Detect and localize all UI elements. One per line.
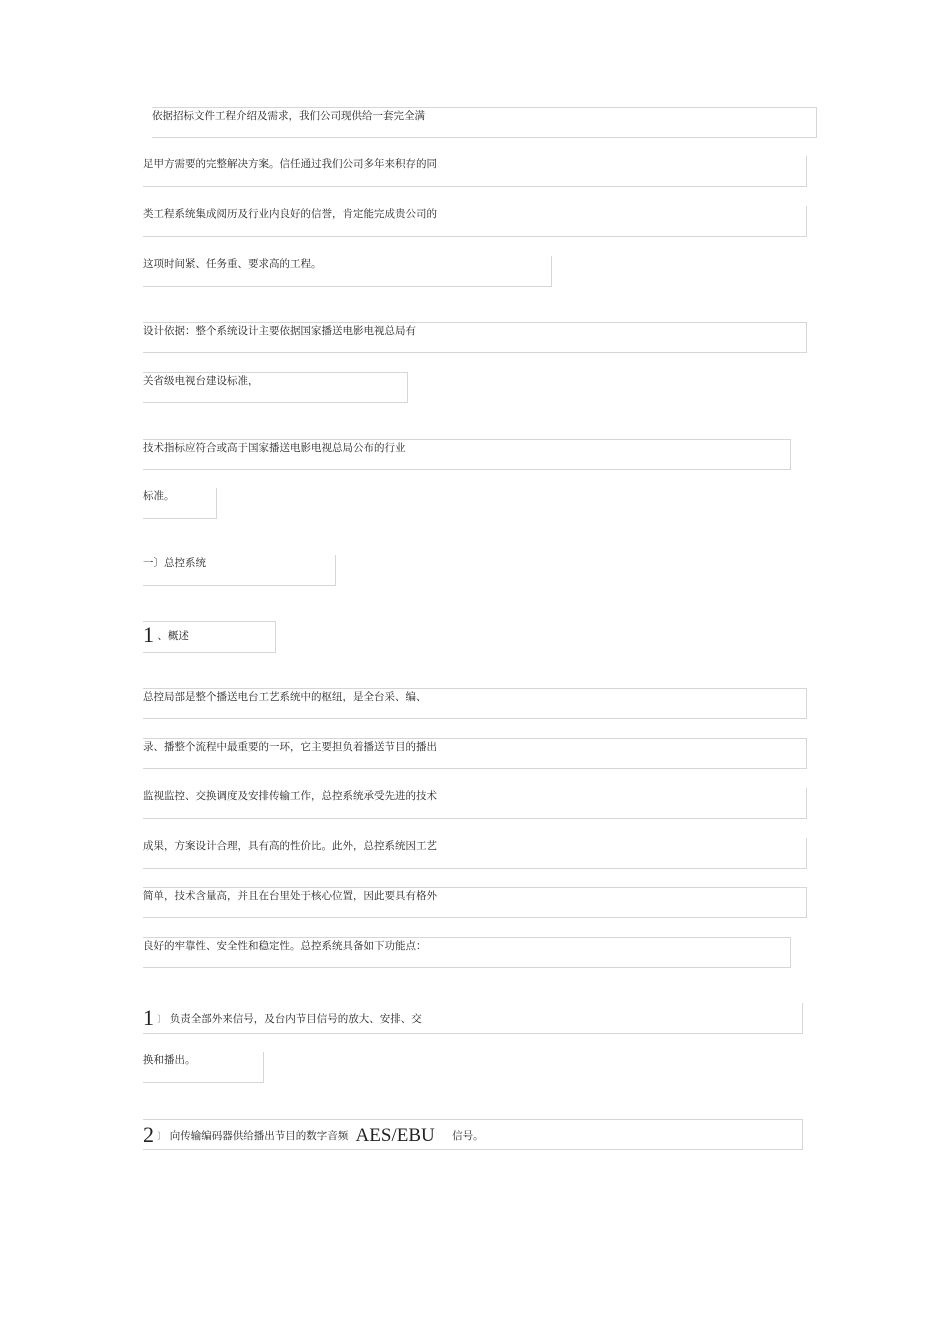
text-line-2	[143, 156, 807, 187]
paragraph-text: 这项时间紧、任务重、要求高的工程。	[143, 258, 322, 270]
text-line-5	[143, 322, 807, 353]
paragraph-text: 足甲方需要的完整解决方案。信任通过我们公司多年来积存的同	[143, 158, 437, 170]
text-line-11	[143, 788, 807, 819]
list-item-content: 负责全部外来信号，及台内节目信号的放大、安排、交	[169, 1013, 422, 1025]
text-line-7	[143, 439, 791, 470]
list-item-content: 向传输编码器供给播出节目的数字音频	[169, 1130, 349, 1142]
paragraph-text: 依据招标文件工程介绍及需求，我们公司现供给一套完全满	[152, 110, 425, 122]
paragraph-text: 总控局部是整个播送电台工艺系统中的枢纽，是全台采、编、	[143, 691, 427, 703]
list-item-text	[143, 1007, 422, 1029]
paragraph-text: 关省级电视台建设标准，	[143, 375, 259, 387]
text-line-1	[152, 107, 817, 138]
text-line-6	[143, 372, 408, 403]
text-line-14	[143, 937, 791, 968]
list-item-marker: 〕	[157, 1015, 167, 1025]
text-line-4	[143, 256, 552, 287]
text-line-3	[143, 206, 807, 237]
text-line-12	[143, 838, 807, 869]
paragraph-text: 技术指标应符合或高于国家播送电影电视总局公布的行业	[143, 442, 406, 454]
list-item-1-continued	[143, 1052, 264, 1083]
subsection-heading-text	[143, 624, 189, 646]
list-item-text	[143, 1124, 484, 1146]
signal-code: AES/EBU	[355, 1125, 435, 1146]
paragraph-text: 类工程系统集成阅历及行业内良好的信誉，肯定能完成贵公司的	[143, 208, 437, 220]
paragraph-text: 良好的牢靠性、安全性和稳定性。总控系统具备如下功能点：	[143, 940, 427, 952]
list-item-text: 换和播出。	[143, 1054, 196, 1066]
text-line-10	[143, 738, 807, 769]
paragraph-text: 标准。	[143, 490, 175, 502]
section-heading	[143, 555, 336, 586]
text-line-13	[143, 887, 807, 918]
list-item-number: 1	[143, 1005, 154, 1030]
list-item-marker: 〕	[157, 1132, 167, 1142]
paragraph-text: 设计依据：整个系统设计主要依据国家播送电影电视总局有	[143, 325, 416, 337]
paragraph-text: 监视监控、交换调度及安排传输工作，总控系统承受先进的技术	[143, 790, 437, 802]
paragraph-text: 简单，技术含量高，并且在台里处于核心位置，因此要具有格外	[143, 890, 437, 902]
paragraph-text: 成果，方案设计合理，具有高的性价比。此外，总控系统因工艺	[143, 840, 437, 852]
list-item-content-end: 信号。	[452, 1130, 484, 1142]
subsection-title: 、概述	[157, 630, 189, 642]
text-line-8	[143, 488, 217, 519]
list-item-1	[143, 1003, 803, 1034]
list-item-2	[143, 1119, 803, 1150]
list-item-number: 2	[143, 1122, 154, 1147]
paragraph-text: 录、播整个流程中最重要的一环，它主要担负着播送节目的播出	[143, 741, 437, 753]
text-line-9	[143, 688, 807, 719]
subsection-number: 1	[143, 622, 154, 647]
section-heading-text: 一〕总控系统	[143, 557, 206, 569]
subsection-heading	[143, 621, 276, 653]
